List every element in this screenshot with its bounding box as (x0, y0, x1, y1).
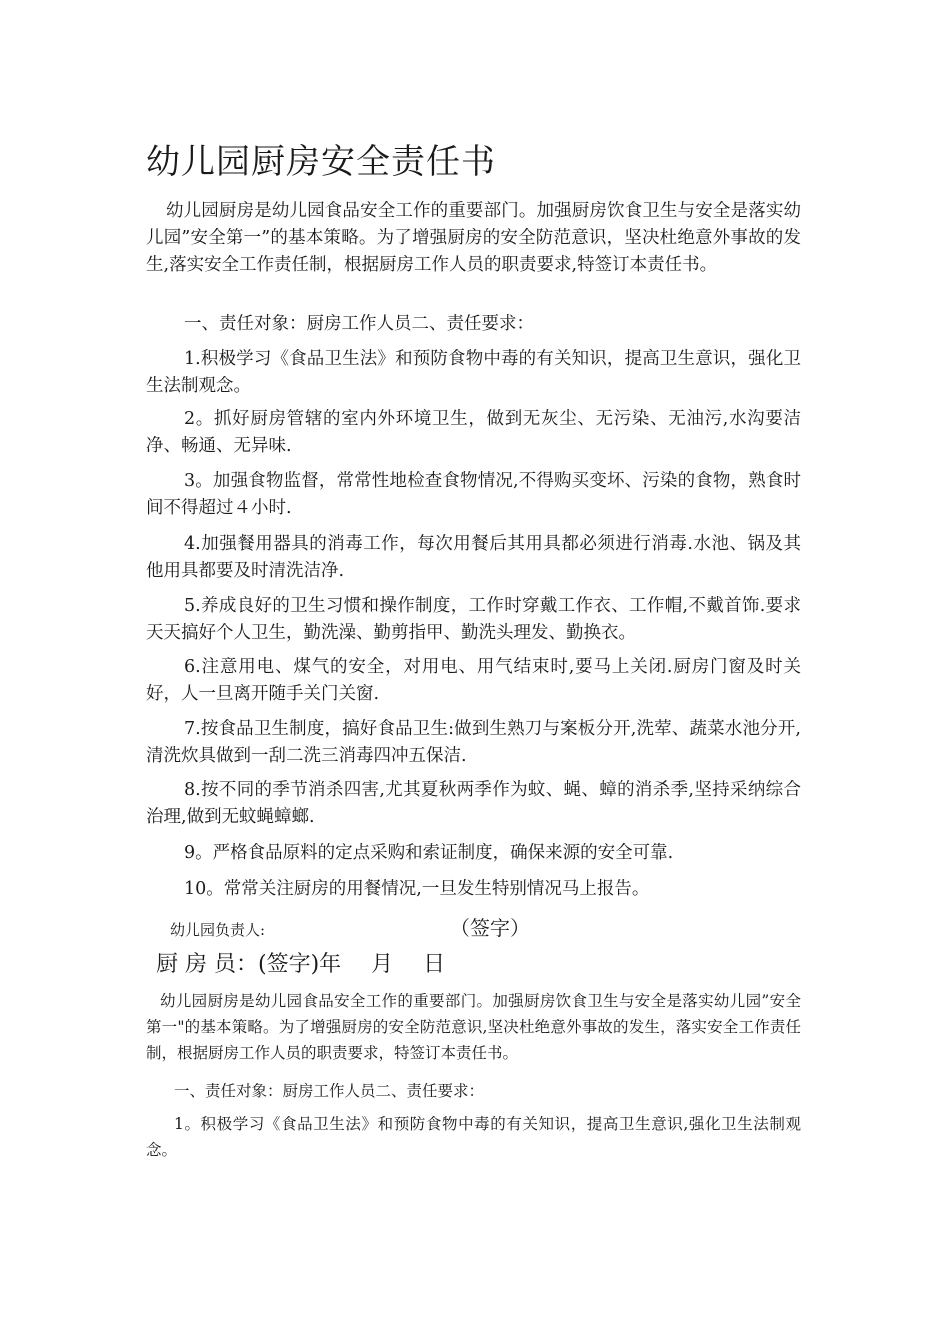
kitchen-staff-label: 厨 房 员：(签字)年 (156, 952, 342, 977)
requirement-item-1: 1.积极学习《食品卫生法》和预防食物中毒的有关知识，提高卫生意识，强化卫生法制观念。 (146, 349, 801, 396)
requirement-item-10: 10。常常关注厨房的用餐情况,一旦发生特别情况马上报告。 (184, 879, 650, 899)
requirement-item-4: 4.加强餐用器具的消毒工作，每次用餐后其用具都必须进行消毒.水池、锅及其他用具都要及时清洗洁净. (146, 534, 801, 581)
intro-paragraph: 幼儿园厨房是幼儿园食品安全工作的重要部门。加强厨房饮食卫生与安全是落实幼儿园”安全第一”的基本策略。为了增强厨房的安全防范意识，坚决杜绝意外事故的发生,落实安全工作责任制，根据厨房工作人员的职责要求,特签订本责任书。 (146, 201, 801, 275)
kitchen-staff-signature-line (156, 948, 445, 982)
requirement-item-8: 8.按不同的季节消杀四害,尤其夏秋两季作为蚊、蝇、蟑的消杀季,坚持采纳综合治理,做到无蚊蝇蟑螂. (146, 780, 801, 827)
principal-signature-line (170, 916, 810, 944)
section-heading: 一、责任对象：厨房工作人员二、责任要求： (184, 314, 534, 334)
requirement-item-7: 7.按食品卫生制度，搞好食品卫生:做到生熟刀与案板分开,洗荤、蔬菜水池分开,清洗炊具做到一刮二洗三消毒四冲五保洁. (146, 719, 801, 766)
requirement-item-3: 3。加强食物监督，常常性地检查食物情况,不得购买变坏、污染的食物，熟食时间不得超过４小时. (146, 471, 801, 518)
requirement-item-2: 2。抓好厨房管辖的室内外环境卫生，做到无灰尘、无污染、无油污,水沟要洁净、畅通、无异味. (146, 409, 801, 456)
repeat-section-heading: 一、责任对象：厨房工作人员二、责任要求： (174, 1082, 485, 1100)
repeat-requirement-item-1: 1。积极学习《食品卫生法》和预防食物中毒的有关知识，提高卫生意识,强化卫生法制观念。 (146, 1115, 801, 1159)
requirement-item-9: 9。严格食品原料的定点采购和索证制度，确保来源的安全可靠. (184, 843, 674, 863)
requirement-item-6: 6.注意用电、煤气的安全，对用电、用气结束时,要马上关闭.厨房门窗及时关好，人一旦离开随手关门关窗. (146, 657, 801, 704)
day-label: 日 (423, 952, 446, 977)
month-label: 月 (371, 952, 394, 977)
requirement-item-5: 5.养成良好的卫生习惯和操作制度，工作时穿戴工作衣、工作帽,不戴首饰.要求天天搞好个人卫生，勤洗澡、勤剪指甲、勤洗头理发、勤换衣。 (146, 596, 801, 643)
principal-label: 幼儿园负责人: (170, 921, 266, 939)
principal-signature-placeholder: （签字） (450, 916, 530, 940)
repeat-intro-paragraph: 幼儿园厨房是幼儿园食品安全工作的重要部门。加强厨房饮食卫生与安全是落实幼儿园”安全第一"的基本策略。为了增强厨房的安全防范意识,坚决杜绝意外事故的发生，落实安全工作责任制，根据厨房工作人员的职责要求，特签订本责任书。 (146, 992, 801, 1062)
document-title: 幼儿园厨房安全责任书 (146, 142, 496, 182)
